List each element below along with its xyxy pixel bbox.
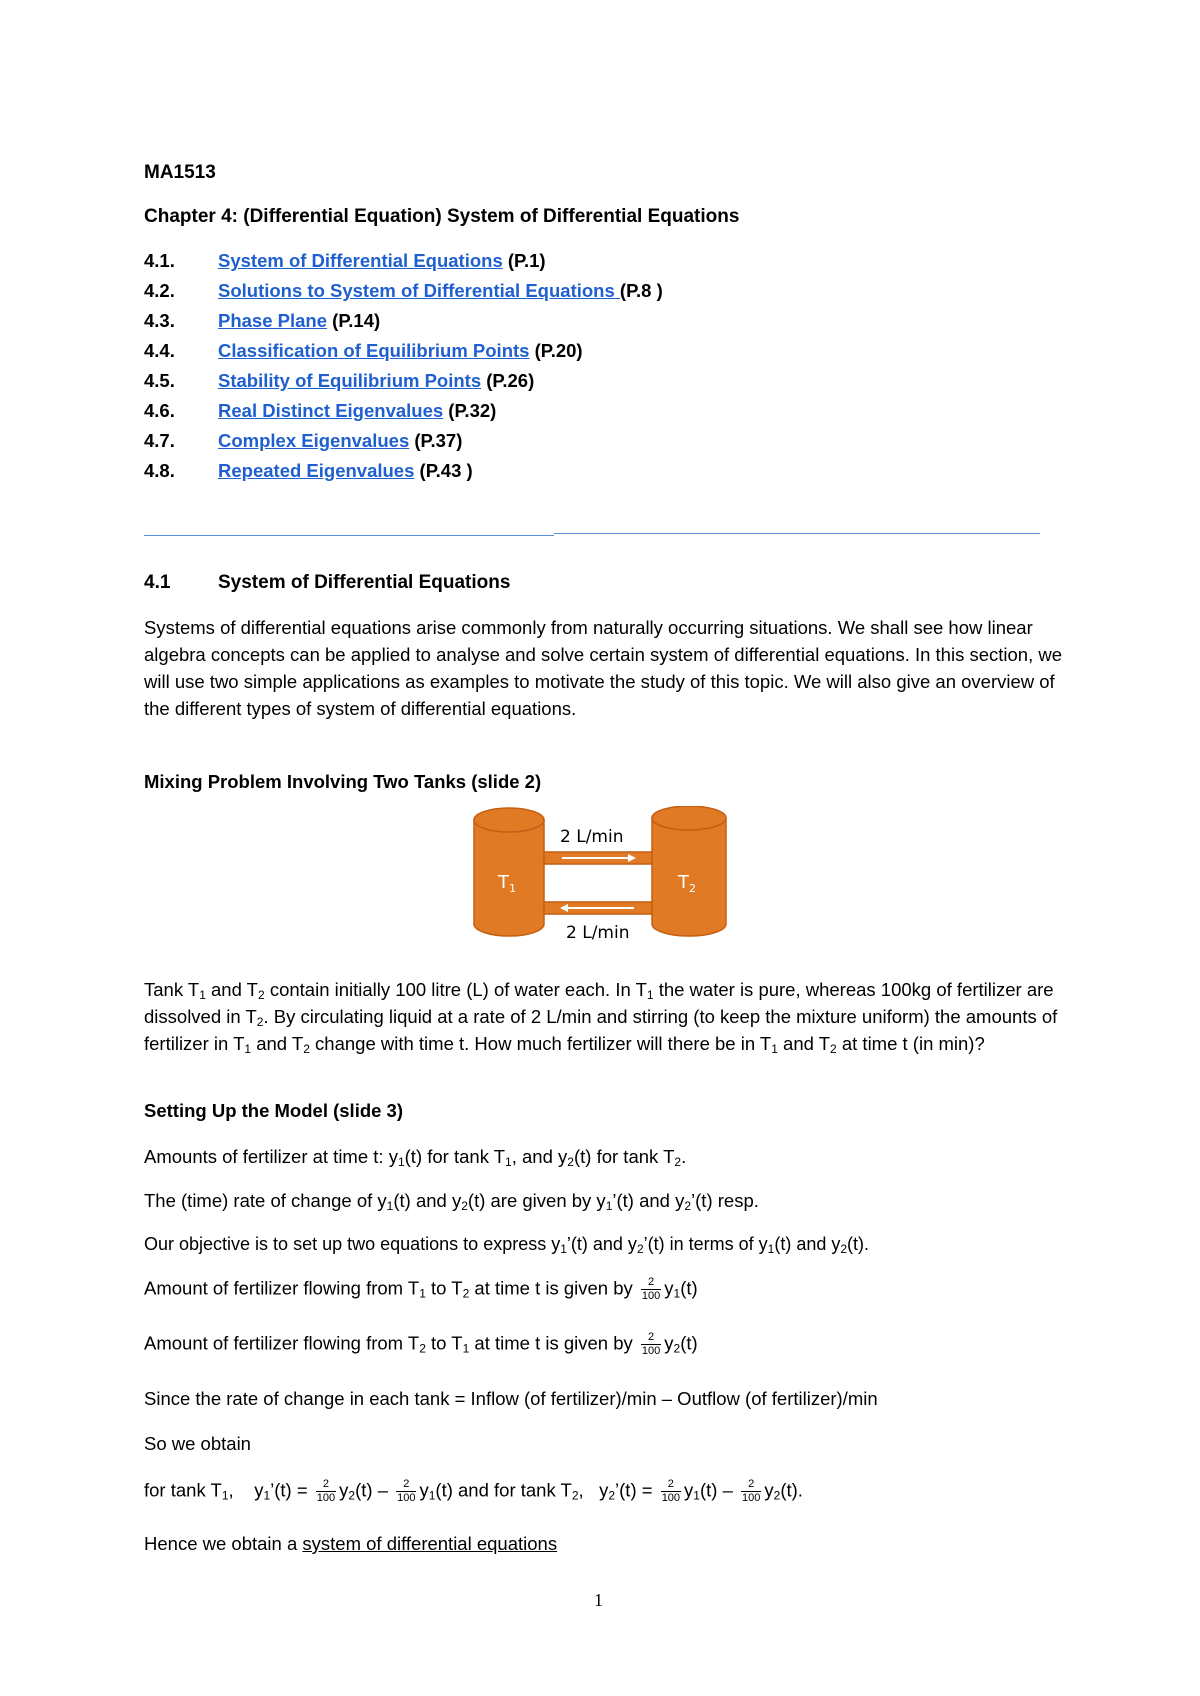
toc-link-stability[interactable]: Stability of Equilibrium Points [218, 370, 482, 391]
toc-page: (P.43 ) [414, 460, 473, 481]
tank-t1 [474, 808, 544, 936]
fraction: $\frac{2}{100}$ [661, 1478, 681, 1504]
section-title: System of Differential Equations [218, 572, 511, 593]
toc-item [218, 370, 534, 392]
toc-link-real-distinct[interactable]: Real Distinct Eigenvalues [218, 400, 444, 421]
fraction: $\frac{2}{100}$ [742, 1478, 761, 1504]
toc-item [218, 430, 462, 452]
toc-item [218, 340, 583, 362]
toc-link-complex[interactable]: Complex Eigenvalues [218, 430, 410, 451]
tank1-label: $T_1$ [498, 872, 516, 895]
toc-link-phase-plane[interactable]: Phase Plane [218, 310, 328, 331]
rate-line: The (time) rate of change of $y_1(t)$ and $y_2(t)$ are given by $y_1’(t)$ and $y_2’(t)$ resp. [144, 1190, 759, 1213]
problem-paragraph: Tank $T_1$ and $T_2$ contain initially 100 litre (L) of water each. In $T_1$ the water is pure, whereas 100kg of fertilizer are dissolved in $T_2$. By circulating liquid at a rate of 2 L/min and stirring (to keep the mixture uniform) the amounts of fertilizer in $T_1$ and $T_2$ change with time t. How much fertilizer will there be in $T_1$ and $T_2$ at time t (in min)? [144, 979, 1058, 1056]
toc-number: 4.3. [144, 310, 175, 331]
toc-item [218, 400, 496, 422]
chapter-title: Chapter 4: (Differential Equation) System of Differential Equations [144, 206, 740, 227]
toc-item [218, 280, 663, 302]
toc-page: (P.26) [481, 370, 535, 391]
toc-link-solutions[interactable]: Solutions to System of Differential Equations [218, 280, 620, 301]
divider-line [144, 535, 554, 536]
toc-number: 4.6. [144, 400, 175, 421]
toc-page: (P.1) [502, 250, 546, 271]
setup-heading: Setting Up the Model (slide 3) [144, 1100, 404, 1121]
intro-paragraph: Systems of differential equations arise commonly from naturally occurring situations. We shall see how linear algebra concepts can be applied to analyse and solve certain system of differential equations. In this section, we will use two simple applications as examples to motivate the study of this topic. We will also give an overview of the different types of system of differential equations. [144, 617, 1063, 719]
since-line: Since the rate of change in each tank = Inflow (of fertilizer)/min – Outflow (of fertilizer)/min [144, 1388, 878, 1409]
toc-page: (P.32) [443, 400, 497, 421]
fraction: $\frac{2}{100}$ [641, 1276, 661, 1302]
fraction: $\frac{2}{100}$ [397, 1478, 416, 1504]
toc-number: 4.5. [144, 370, 175, 391]
toc-number: 4.2. [144, 280, 175, 301]
toc-page: (P.37) [409, 430, 463, 451]
toc-item [218, 250, 546, 272]
toc-page: (P.20) [529, 340, 583, 361]
two-tank-diagram [470, 806, 740, 942]
toc-link-classification[interactable]: Classification of Equilibrium Points [218, 340, 530, 361]
flow-label-bottom: 2 L/min [566, 923, 630, 942]
fraction: $\frac{2}{100}$ [641, 1331, 661, 1357]
toc-page: (P.14) [327, 310, 381, 331]
toc-item [218, 460, 473, 482]
course-code: MA1513 [144, 162, 216, 183]
mixing-heading: Mixing Problem Involving Two Tanks (slide 2) [144, 771, 542, 792]
amounts-line: Amounts of fertilizer at time t: $y_1(t)$ for tank $T_1$, and $y_2(t)$ for tank $T_2$. [144, 1146, 687, 1169]
toc-number: 4.8. [144, 460, 175, 481]
fraction: $\frac{2}{100}$ [316, 1478, 336, 1504]
objective-line: Our objective is to set up two equations to express $y_1’(t)$ and $y_2’(t)$ in terms of $y_1(t)$ and $y_2(t)$. [144, 1234, 870, 1256]
tank2-label: $T_2$ [678, 872, 696, 895]
page-number: 1 [594, 1590, 603, 1610]
toc-link-repeated[interactable]: Repeated Eigenvalues [218, 460, 415, 481]
hence-line: Hence we obtain a system of differential equations [144, 1533, 558, 1554]
so-we-obtain: So we obtain [144, 1433, 251, 1454]
flow-t2-to-t1-line: Amount of fertilizer flowing from $T_2$ to $T_1$ at time t is given by $\frac{2}{100}$ $y_2(t)$ [144, 1331, 698, 1357]
toc-number: 4.1. [144, 250, 175, 271]
toc-number: 4.4. [144, 340, 175, 361]
divider-line [554, 533, 1040, 534]
system-of-de-term: system of differential equations [302, 1533, 558, 1554]
equations-line: for tank $T_1$, $y_1’(t)$ = $\frac{2}{100}$ $y_2(t)$ – $\frac{2}{100}$ $y_1(t)$ and for tank $T_2$, $y_2’(t)$ = $\frac{2}{100}$ $y_1(t)$ – $\frac{2}{100}$ $y_2(t)$. [144, 1478, 803, 1504]
flow-t1-to-t2-line: Amount of fertilizer flowing from $T_1$ to $T_2$ at time t is given by $\frac{2}{100}$ $y_1(t)$ [144, 1276, 698, 1302]
toc-page: (P.8 ) [619, 280, 663, 301]
tank-t2 [652, 806, 726, 936]
toc-link-system[interactable]: System of Differential Equations [218, 250, 503, 271]
flow-label-top: 2 L/min [560, 827, 624, 847]
section-number: 4.1 [144, 572, 171, 593]
toc-number: 4.7. [144, 430, 175, 451]
toc-item [218, 310, 380, 332]
